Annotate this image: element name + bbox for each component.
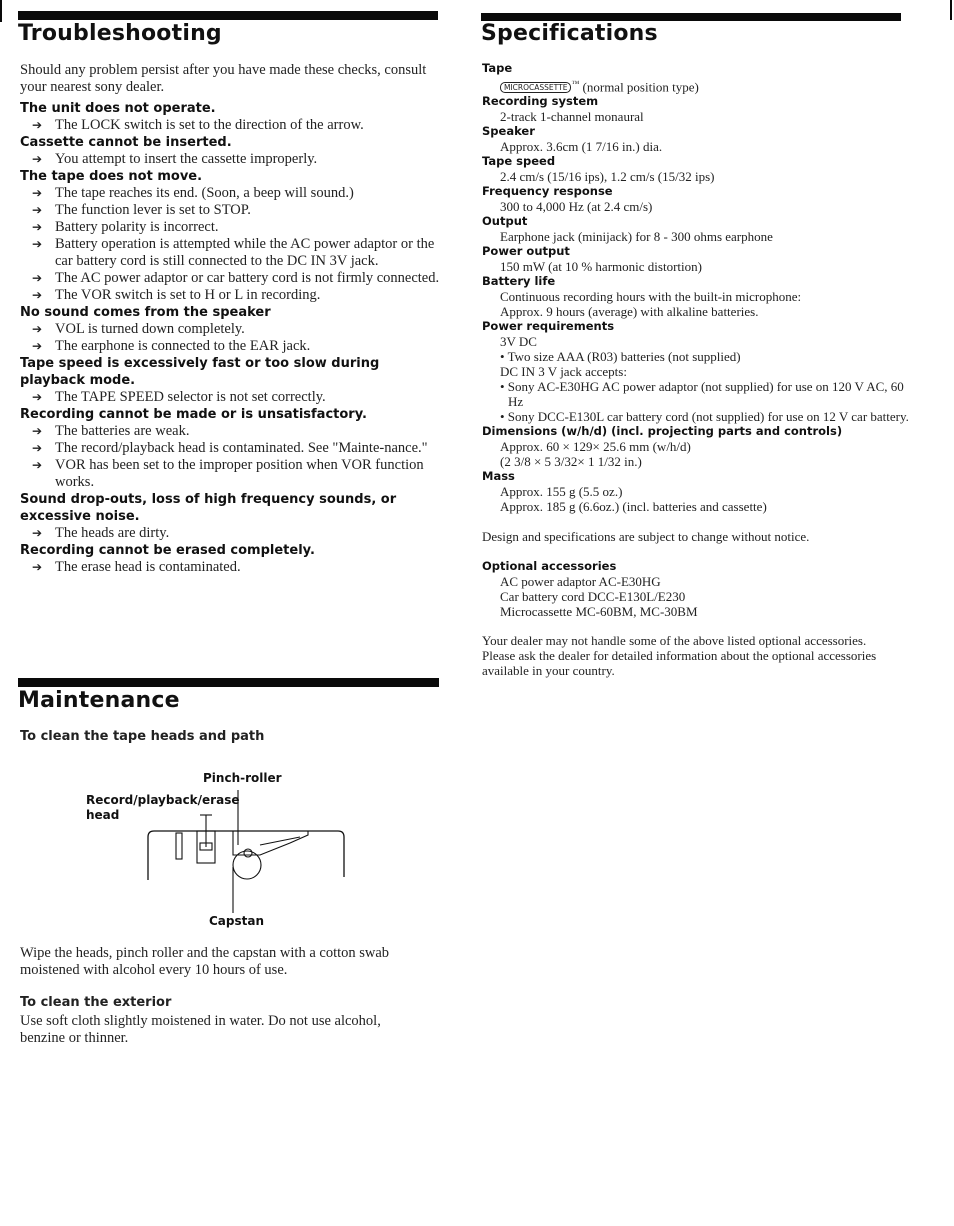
exterior-subtitle: To clean the exterior — [20, 995, 172, 1010]
optional-line1: AC power adaptor AC-E30HG — [500, 574, 661, 590]
arrow-icon: ➔ — [32, 458, 43, 472]
cause-text: The record/playback head is contaminated. See "Mainte-nance." — [55, 440, 428, 456]
arrow-icon: ➔ — [32, 237, 43, 251]
maintenance-title: Maintenance — [18, 688, 180, 713]
arrow-icon: ➔ — [32, 220, 43, 234]
capstan-label: Capstan — [209, 914, 265, 928]
problem-cause — [20, 202, 440, 219]
arrow-icon: ➔ — [32, 424, 43, 438]
specifications-rule — [481, 13, 901, 21]
spec-mass-line2: Approx. 185 g (6.6oz.) (incl. batteries and cassette) — [500, 499, 767, 515]
cause-text: The function lever is set to STOP. — [55, 202, 251, 218]
spec-output-value: Earphone jack (minijack) for 8 - 300 ohms earphone — [500, 229, 773, 245]
capstan-shape — [233, 849, 261, 913]
cause-text: The batteries are weak. — [55, 423, 190, 439]
spec-dimensions-line1: Approx. 60 × 129× 25.6 mm (w/h/d) — [500, 439, 691, 455]
cause-text: VOR has been set to the improper position when VOR function works. — [55, 457, 424, 490]
spec-frequency-value: 300 to 4,000 Hz (at 2.4 cm/s) — [500, 199, 653, 215]
spec-tape-speed-label: Tape speed — [482, 154, 556, 169]
problem-heading: Recording cannot be made or is unsatisfactory. — [20, 407, 367, 422]
spec-mass-label: Mass — [482, 469, 515, 484]
spec-notice: Design and specifications are subject to change without notice. — [482, 529, 810, 545]
arrow-icon: ➔ — [32, 288, 43, 302]
cause-text: The heads are dirty. — [55, 525, 170, 541]
cause-text: VOL is turned down completely. — [55, 321, 245, 337]
spec-power-req-label: Power requirements — [482, 319, 615, 334]
exterior-text: Use soft cloth slightly moistened in water. Do not use alcohol, benzine or thinner. — [20, 1013, 381, 1046]
problem-cause — [20, 338, 440, 355]
heads-text: Wipe the heads, pinch roller and the capstan with a cotton swab moistened with alcohol every 10 hours of use. — [20, 945, 390, 978]
problem-cause — [20, 287, 440, 304]
problem-heading: The unit does not operate. — [20, 101, 216, 116]
optional-line2: Car battery cord DCC-E130L/E230 — [500, 589, 686, 605]
spec-mass-line1: Approx. 155 g (5.5 oz.) — [500, 484, 623, 500]
troubleshooting-rule — [18, 11, 438, 20]
optional-line3: Microcassette MC-60BM, MC-30BM — [500, 604, 698, 620]
cause-text: Battery operation is attempted while the AC power adaptor or the car battery cord is still connected to the DC IN 3V jack. — [55, 236, 435, 269]
problem-cause — [20, 440, 440, 457]
arrow-icon: ➔ — [32, 322, 43, 336]
spec-power-req-line1: 3V DC — [500, 334, 537, 350]
spec-recording-system-value: 2-track 1-channel monaural — [500, 109, 644, 125]
arrow-icon: ➔ — [32, 203, 43, 217]
arrow-icon: ➔ — [32, 526, 43, 540]
cause-text: The earphone is connected to the EAR jack. — [55, 338, 311, 354]
spec-recording-system-label: Recording system — [482, 94, 599, 109]
cause-text: The AC power adaptor or car battery cord is not firmly connected. — [55, 270, 440, 286]
tape-head-diagram — [140, 785, 360, 915]
problem-cause — [20, 389, 440, 406]
spec-frequency-label: Frequency response — [482, 184, 613, 199]
spec-tape-value: MICROCASSETTE ™ (normal position type) — [482, 76, 912, 94]
page-edge-mark — [0, 0, 2, 22]
head-block — [176, 815, 215, 863]
problem-cause — [20, 151, 440, 168]
problem-heading: The tape does not move. — [20, 169, 203, 184]
dealer-note: Your dealer may not handle some of the above listed optional accessories. Please ask the dealer for detailed information about the optional accessories available in your country. — [482, 633, 877, 679]
spec-power-output-label: Power output — [482, 244, 570, 259]
microcassette-logo: MICROCASSETTE — [500, 82, 571, 93]
arrow-icon: ➔ — [32, 441, 43, 455]
arrow-icon: ➔ — [32, 186, 43, 200]
pinch-roller-shape — [233, 790, 308, 855]
spec-battery-life-line2: Approx. 9 hours (average) with alkaline batteries. — [500, 304, 759, 320]
problem-cause — [20, 270, 440, 287]
spec-power-req-line2: DC IN 3 V jack accepts: — [500, 364, 627, 380]
cause-text: The VOR switch is set to H or L in recording. — [55, 287, 321, 303]
spec-battery-life-label: Battery life — [482, 274, 556, 289]
problem-cause — [20, 559, 440, 576]
spec-tape-speed-value: 2.4 cm/s (15/16 ips), 1.2 cm/s (15/32 ips) — [500, 169, 715, 185]
cause-text: The erase head is contaminated. — [55, 559, 241, 575]
page-edge-mark-right — [950, 0, 952, 20]
spec-power-output-value: 150 mW (at 10 % harmonic distortion) — [500, 259, 702, 275]
spec-output-label: Output — [482, 214, 528, 229]
troubleshooting-intro: Should any problem persist after you have made these checks, consult your nearest sony dealer. — [20, 62, 427, 95]
cause-text: The LOCK switch is set to the direction of the arrow. — [55, 117, 364, 133]
spec-dimensions-label: Dimensions (w/h/d) (incl. projecting parts and controls) — [482, 424, 843, 439]
problem-cause — [20, 185, 440, 202]
problem-heading: Sound drop-outs, loss of high frequency sounds, or excessive noise. — [20, 492, 397, 524]
troubleshooting-body — [20, 62, 440, 576]
problem-heading: Cassette cannot be inserted. — [20, 135, 232, 150]
spec-power-req-bullet2: • Sony AC-E30HG AC power adaptor (not supplied) for use on 120 V AC, 60 Hz — [500, 379, 904, 410]
cause-text: The TAPE SPEED selector is not set correctly. — [55, 389, 326, 405]
problem-cause — [20, 525, 440, 542]
cause-text: Battery polarity is incorrect. — [55, 219, 219, 235]
problem-cause — [20, 457, 440, 491]
spec-speaker-label: Speaker — [482, 124, 535, 139]
optional-accessories-label: Optional accessories — [482, 559, 617, 574]
arrow-icon: ➔ — [32, 390, 43, 404]
spec-tape-label: Tape — [482, 61, 513, 75]
problem-cause — [20, 321, 440, 338]
head-label-line2: head — [86, 808, 120, 822]
troubleshooting-title: Troubleshooting — [18, 21, 222, 46]
spec-dimensions-line2: (2 3/8 × 5 3/32× 1 1/32 in.) — [500, 454, 642, 470]
troubleshooting-list — [20, 100, 440, 576]
problem-heading: No sound comes from the speaker — [20, 305, 271, 320]
problem-cause — [20, 219, 440, 236]
arrow-icon: ➔ — [32, 118, 43, 132]
cause-text: You attempt to insert the cassette improperly. — [55, 151, 318, 167]
arrow-icon: ➔ — [32, 152, 43, 166]
heads-subtitle: To clean the tape heads and path — [20, 729, 265, 744]
arrow-icon: ➔ — [32, 339, 43, 353]
problem-heading: Recording cannot be erased completely. — [20, 543, 315, 558]
problem-cause — [20, 117, 440, 134]
cause-text: The tape reaches its end. (Soon, a beep will sound.) — [55, 185, 354, 201]
spec-power-req-bullet1: • Two size AAA (R03) batteries (not supplied) — [500, 349, 741, 365]
pinch-roller-label: Pinch-roller — [203, 771, 282, 785]
problem-cause — [20, 236, 440, 270]
arrow-icon: ➔ — [32, 271, 43, 285]
spec-speaker-value: Approx. 3.6cm (1 7/16 in.) dia. — [500, 139, 663, 155]
maintenance-rule — [18, 678, 439, 687]
head-label-line1: Record/playback/erase — [86, 793, 240, 807]
arrow-icon: ➔ — [32, 560, 43, 574]
spec-battery-life-line1: Continuous recording hours with the built-in microphone: — [500, 289, 802, 305]
specifications-title: Specifications — [481, 21, 658, 46]
problem-cause — [20, 423, 440, 440]
problem-heading: Tape speed is excessively fast or too slow during playback mode. — [20, 356, 380, 388]
spec-power-req-bullet3: • Sony DCC-E130L car battery cord (not supplied) for use on 12 V car battery. — [500, 409, 909, 425]
specifications-body — [482, 61, 912, 678]
